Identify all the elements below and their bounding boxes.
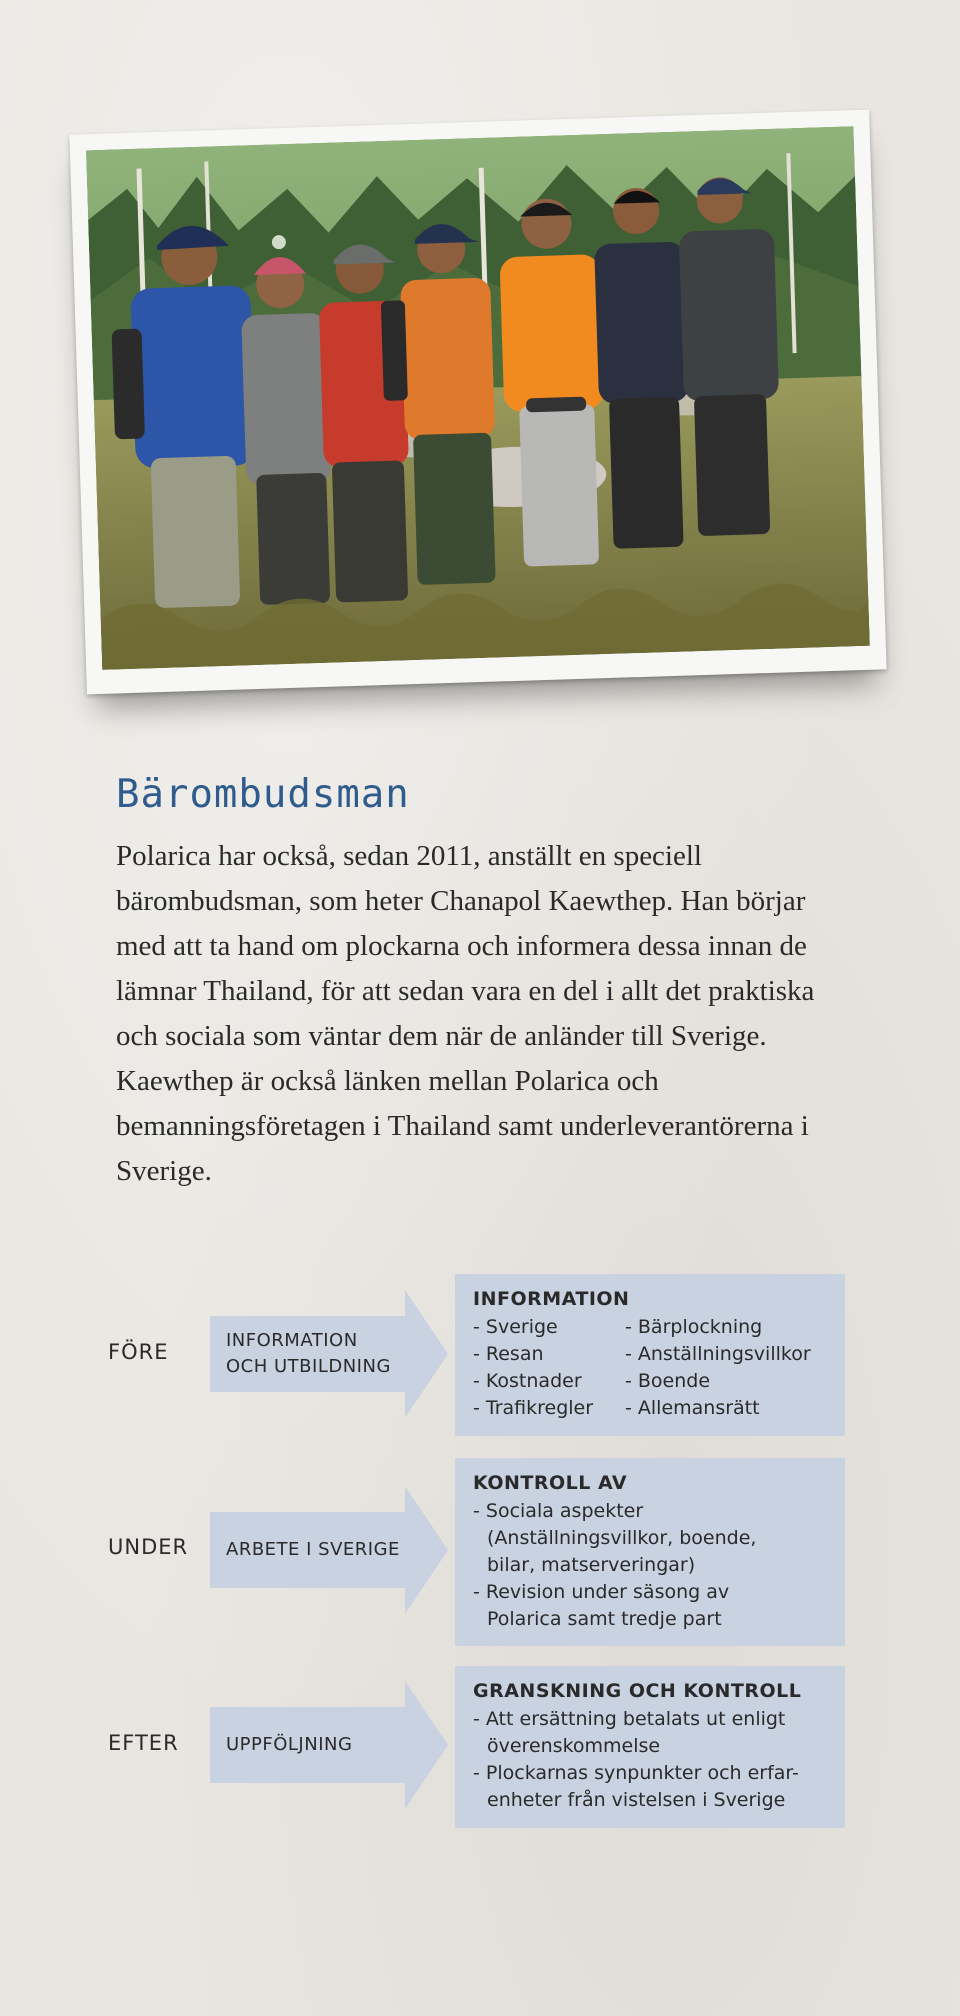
list-column <box>625 1314 811 1422</box>
box-title: INFORMATION <box>473 1288 630 1310</box>
arrow-label-before <box>226 1290 416 1418</box>
list-item: - Att ersättning betalats ut enligt <box>473 1708 786 1730</box>
info-box-before <box>455 1274 845 1436</box>
info-box-after <box>455 1666 845 1828</box>
list-item: (Anställningsvillkor, boende, <box>487 1527 757 1549</box>
arrow-label-line: OCH UTBILDNING <box>226 1356 391 1377</box>
list-item: - Resan <box>473 1343 544 1365</box>
list-item: bilar, matserveringar) <box>487 1554 696 1576</box>
list-item: - Anställningsvillkor <box>625 1343 811 1365</box>
list-item: - Plockarnas synpunkter och erfar- <box>473 1762 799 1784</box>
box-title: GRANSKNING OCH KONTROLL <box>473 1680 802 1702</box>
group-photo-illustration <box>86 126 870 670</box>
arrow-label-line: UPPFÖLJNING <box>226 1734 353 1755</box>
list-item: överenskommelse <box>487 1735 661 1757</box>
list-item: - Kostnader <box>473 1370 582 1392</box>
arrow-label-during <box>226 1486 416 1614</box>
stage-label-during: UNDER <box>108 1535 189 1559</box>
box-list <box>473 1498 827 1633</box>
arrow-label-line: INFORMATION <box>226 1330 358 1351</box>
list-item: Polarica samt tredje part <box>487 1608 722 1630</box>
arrow-during <box>210 1486 448 1614</box>
photo-frame <box>69 110 886 695</box>
list-column <box>473 1314 625 1422</box>
arrow-before <box>210 1290 448 1418</box>
arrow-label-after <box>226 1681 416 1809</box>
article-paragraph: Polarica har också, sedan 2011, anställt en speciell bärombudsman, som heter Chanapol Kaewthep. Han börjar med att ta hand om plockarna och informera dessa innan de lämnar Thailand, för att sedan vara en del i allt det praktiska och sociala som väntar dem när de anländer till Sverige. Kaewthep är också länken mellan Polarica och bemanningsföretagen i Thailand samt underleverantörerna i Sverige. <box>116 840 815 1187</box>
info-box-during <box>455 1458 845 1646</box>
list-item: - Sverige <box>473 1316 558 1338</box>
stage-label-after: EFTER <box>108 1731 179 1755</box>
arrow-after <box>210 1681 448 1809</box>
list-item: enheter från vistelsen i Sverige <box>487 1789 786 1811</box>
box-list <box>473 1314 827 1422</box>
list-item: - Boende <box>625 1370 711 1392</box>
group-photo <box>86 126 870 670</box>
stage-label-before: FÖRE <box>108 1340 169 1364</box>
list-item: - Sociala aspekter <box>473 1500 644 1522</box>
box-list <box>473 1706 827 1814</box>
section-heading: Bärombudsman <box>116 772 410 817</box>
list-item: - Revision under säsong av <box>473 1581 730 1603</box>
list-item: - Trafikregler <box>473 1397 594 1419</box>
list-item: - Bärplockning <box>625 1316 763 1338</box>
list-item: - Allemansrätt <box>625 1397 760 1419</box>
box-title: KONTROLL AV <box>473 1472 628 1494</box>
arrow-label-line: ARBETE I SVERIGE <box>226 1539 400 1560</box>
